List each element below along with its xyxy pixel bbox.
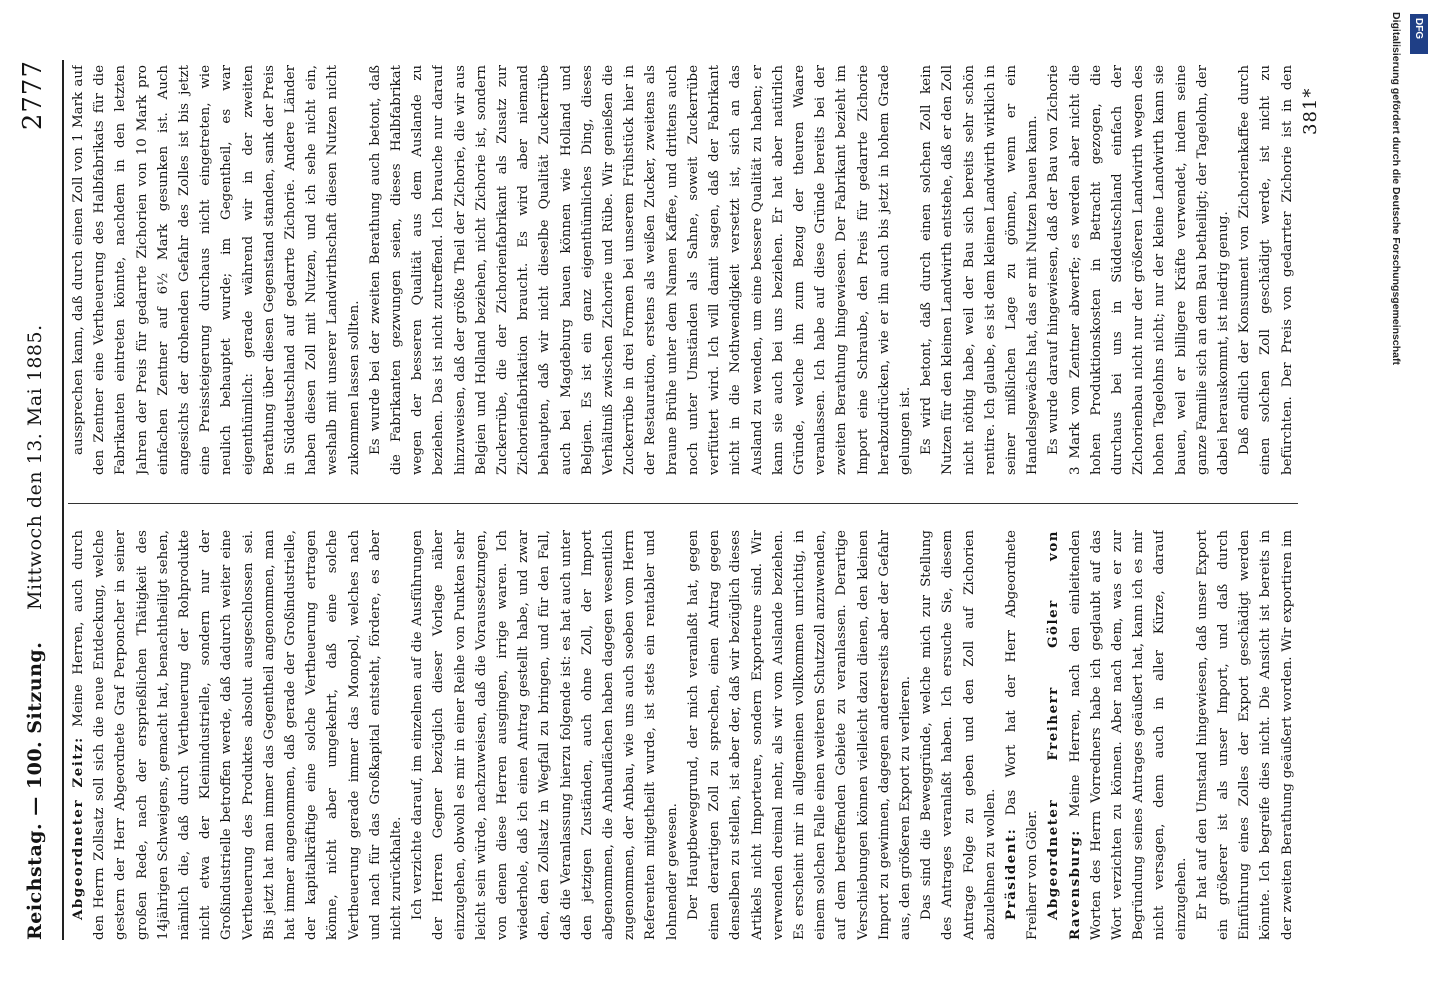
paragraph-text: aussprechen kann, daß durch einen Zoll von 1 Mark auf den Zentner eine Vertheuerung des Halbfabrikats für die Fabrikanten eintreten könnte, nachdem in den letzten Jahren der Preis für gedarrte Zichorien von 10 Mark pro einfachen Zentner auf 6½ Mark gesunken ist. Auch angesichts der drohenden Gefahr des Zolles ist bis jetzt eine Preissteigerung durchaus nicht eingetreten, wie neulich behauptet wurde; im Gegentheil, es war eigenthümlich: gerade während wir in der zweiten Berathung über diesen Gegenstand standen, sank der Preis in Süddeutschland auf gedarrte Zichorie. Andere Länder haben diesen Zoll mit Nutzen, und ich sehe nicht ein, weshalb mit unserer Landwirthschaft diesen Nutzen nicht zukommen lassen sollten. bbox=[71, 65, 362, 475]
signature-mark: 381* bbox=[1300, 87, 1321, 135]
paragraph-text: Es wird betont, daß durch einen solchen Zoll kein Nutzen für den kleinen Landwirth entstehe, daß er den Zoll nicht nöthig habe, weil der Bau sich bereits sehr schön rentire. Ich glaube, es ist dem kleinen Landwirth wirklich in seiner mißlichen Lage zu gönnen, wenn er ein Handelsgewächs hat, das er mit Nutzen bauen kann. bbox=[919, 65, 1041, 475]
paragraph-text: Es wurde darauf hingewiesen, daß der Bau von Zichorie 3 Mark vom Zentner abwerfe; es werden aber nicht die hohen Produktionskosten in Betracht gezogen, die durchaus bei uns in Süddeutschland einfach der Zichorienbau nicht nur der größeren Landwirth wegen des hohen Tagelohns nicht; nur der kleine Landwirth kann sie bauen, weil er billigere Kräfte verwendet, indem seine ganze Familie sich an dem Bau betheiligt; der Tagelohn, der dabei herauskommt, ist niedrig genug. bbox=[1046, 65, 1231, 475]
speaker-label: Abgeordneter Zeitz: bbox=[70, 736, 86, 920]
paragraph bbox=[1043, 530, 1191, 940]
paragraph-text: Es wurde bei der zweiten Berathung auch betont, daß die Fabrikanten gezwungen seien, dieses Halbfabrikat wegen der besseren Qualität aus dem Auslande zu beziehen. Das ist nicht zutreffend. Ich brauche nur darauf hinzuweisen, daß der größte Theil der Zichorie, die wir aus Belgien und Holland beziehen, nicht Zichorie ist, sondern Zuckerrübe, die der Zichorienfabrikant als Zusatz zur Zichorienfabrikation braucht. Es wird aber niemand behaupten, daß wir nicht dieselbe Qualität Zuckerrübe auch bei Magdeburg bauen können wie Holland und Belgien. Es ist ein ganz eigenthümliches Ding, dieses Verhältniß zwischen Zichorie und Rübe. Wir genießen die Zuckerrübe in drei Formen bei unserem Frühstück hier in der Restauration, erstens als weißen Zucker, zweitens als braune Brühe unter dem Namen Kaffee, und drittens auch noch unter Umständen als Sahne, soweit Zuckerrübe verfüttert wird. Ich will damit sagen, daß der Fabrikant nicht in die Nothwendigkeit versetzt ist, sich an das Ausland zu wenden, um eine bessere Qualität zu haben; er kann sie auch bei uns beziehen. Er hat aber natürlich Gründe, welche ihn zum Bezug der theuren Waare veranlassen. Ich habe auf diese Gründe bereits bei der zweiten Berathung hingewiesen. Der Fabrikant bezieht im Import eine Schraube, den Preis für gedarrte Zichorie herabzudrücken, wie er ihn auch bis jetzt in hohem Grade gelungen ist. bbox=[367, 65, 913, 475]
dfg-logo-text: DFG bbox=[1413, 18, 1424, 40]
dfg-logo bbox=[1410, 14, 1428, 54]
column-divider bbox=[68, 503, 1298, 504]
paragraph-text: Meine Herren, nach den einleitenden Worten des Herrn Vorredners habe ich geglaubt auf das Wort verzichten zu können. Aber nach dem, was er zur Begründung seines Antrages geäußert hat, kann ich es mir nicht versagen, denn auch in aller Kürze, darauf einzugehen. bbox=[1067, 530, 1189, 940]
page-number: 2777 bbox=[18, 60, 48, 131]
paragraph bbox=[365, 65, 916, 475]
paragraph bbox=[1192, 530, 1298, 940]
paragraph bbox=[916, 530, 1001, 940]
paragraph bbox=[1234, 65, 1298, 475]
paragraph-text: Daß endlich der Konsument von Zichorienkaffee durch einen solchen Zoll geschädigt werde, ist nicht zu befürchten. Der Preis von gedarrter Zichorie ist in den bbox=[1237, 65, 1295, 475]
paragraph-text: Ich verzichte darauf, im einzelnen auf die Ausführungen der Herren Gegner bezüglich dieser Vorlage näher einzugehen, obwohl es mir in einer Reihe von Punkten sehr leicht sein würde, nachzuweisen, daß die Voraussetzungen, von denen diese Herren ausgingen, irrige waren. Ich wiederhole, daß ich einen Antrag gestellt habe, und zwar den, den Zollsatz in Wegfall zu bringen, und für den Fall, daß die Veranlassung hierzu folgende ist: es hat auch unter den jetzigen Zuständen, auch ohne Zoll, der Import abgenommen, die Anbauflächen haben dagegen wesentlich zugenommen, der Anbau, wie uns auch soeben vom Herrn Referenten mitgetheilt wurde, ist stets ein rentabler und lohnender gewesen. bbox=[410, 530, 680, 940]
paragraph-text: Der Hauptbeweggrund, der mich veranlaßt hat, gegen einen derartigen Zoll zu sprechen, einen Antrag gegen denselben zu stellen, ist aber der, daß wir bezüglich dieses Artikels nicht Importeure, sondern Exporteure sind. Wir verwenden dreimal mehr, als wir vom Auslande beziehen. Es erscheint mir in allgemeinen vollkommen unrichtig, in einem solchen Falle einen weiteren Schutzzoll anzuwenden, auf dem betreffenden Gebiete zu veranlassen. Derartige Verschiebungen können vielleicht dazu dienen, den kleinen Import zu gewinnen, dagegen andererseits aber der Gefahr aus, den größeren Export zu verlieren. bbox=[685, 530, 913, 940]
paragraph bbox=[1001, 530, 1043, 940]
paragraph bbox=[407, 530, 683, 940]
paragraph-text: Er hat auf den Umstand hingewiesen, daß unser Export ein größerer ist als unser Import, und daß durch Einführung eines Zolles der Export geschädigt werden könnte. Ich begreife dies nicht. Die Ansicht ist bereits in der zweiten Berathung geäußert worden. Wir exportiren im bbox=[1194, 530, 1295, 940]
paragraph-text: Das sind die Beweggründe, welche mich zur Stellung des Antrages veranlaßt haben. Ich ersuche Sie, diesem Antrage Folge zu geben und den Zoll auf Zichorien abzulehnen zu wollen. bbox=[919, 530, 998, 940]
digitization-note bbox=[1384, 12, 1406, 972]
left-column bbox=[68, 530, 1298, 940]
paragraph bbox=[68, 530, 407, 940]
header-session: Reichstag. — 100. Sitzung. bbox=[24, 641, 46, 940]
paragraph bbox=[916, 65, 1043, 475]
right-column bbox=[68, 65, 1298, 475]
page-header bbox=[10, 60, 64, 940]
paragraph bbox=[1043, 65, 1234, 475]
paragraph-text: Meine Herren, auch durch den Herrn Zollsatz soll sich die neue Entdeckung, welche gestern der Herr Abgeordnete Graf Perponcher in seiner großen Rede, nach der ersprießlichen Thätigkeit des 14jährigen Schweigens, gemacht hat, benachtheiligt sehen, nämlich die, daß durch Vertheuerung der Rohprodukte nicht etwa der Kleinindustrielle, sondern nur der Großindustrielle betroffen werde, daß dadurch weiter eine Vertheuerung des Produktes absolut ausgeschlossen sei. Bis jetzt hat man immer das Gegentheil angenommen, man hat immer angenommen, daß gerade der Großindustrielle, der kapitalkräftige eine solche Vertheuerung ertragen könne, nicht aber umgekehrt, daß eine solche Vertheuerung gerade immer das Monopol, welches nach und nach für das Großkapital entsteht, fördere, es aber nicht zurückhalte. bbox=[71, 530, 405, 940]
speaker-label: Präsident: bbox=[1002, 827, 1019, 920]
header-date: Mittwoch den 13. Mai 1885. bbox=[24, 324, 46, 610]
speaker-label: Abgeordneter Freiherr Göler von Ravensburg: bbox=[1045, 530, 1083, 940]
digitization-note-text: Digitalisierung gefördert durch die Deutsche Forschungsgemeinschaft bbox=[1390, 12, 1402, 365]
paragraph-text: Das Wort hat der Herr Abgeordnete Freiherr von Göler. bbox=[1003, 530, 1041, 940]
paragraph bbox=[68, 65, 365, 475]
paragraph bbox=[683, 530, 916, 940]
